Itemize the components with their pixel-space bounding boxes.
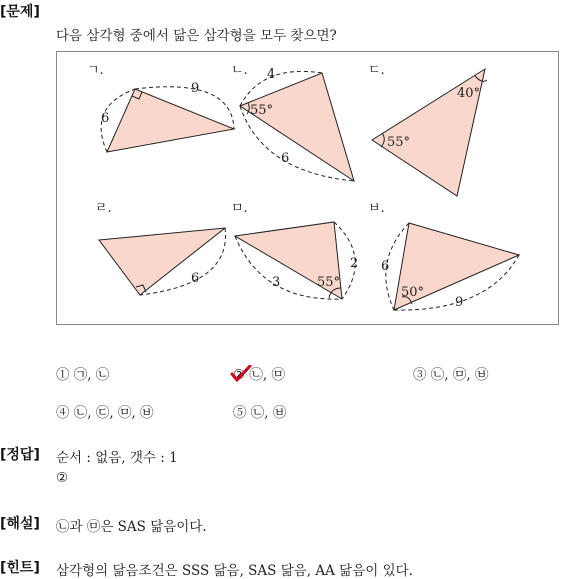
answer-line-2: ②	[56, 470, 69, 486]
tri3-angle-b: 55°	[387, 135, 411, 150]
choice-5-number: ⑤	[233, 405, 247, 421]
figure-box	[56, 51, 559, 325]
explanation-tag: [해설]	[0, 516, 40, 532]
triangle-4	[99, 228, 225, 295]
tri6-side-a: 6	[381, 259, 390, 274]
tri2-side-a: 4	[267, 67, 276, 82]
tri1-label: ㄱ.	[87, 63, 104, 78]
hint-tag: [힌트]	[0, 560, 40, 576]
choice-2-number-wrap	[233, 367, 245, 383]
tri5-side-b: 3	[272, 275, 281, 290]
hint-text: 삼각형의 닮음조건은 SSS 닮음, SAS 닮음, AA 닮음이 있다.	[56, 563, 413, 579]
problem-tag: [문제]	[0, 4, 40, 20]
tri5-side-a: 2	[350, 256, 359, 271]
choice-4-number: ④	[56, 405, 70, 421]
tri2-angle: 55°	[250, 103, 274, 118]
tri1-side-a: 6	[101, 111, 110, 126]
choice-1[interactable]	[56, 363, 109, 383]
choice-1-text: ㉠, ㉡	[73, 367, 110, 383]
choice-2[interactable]	[233, 363, 285, 383]
answer-line-1: 순서 : 없음, 갯수 : 1	[56, 450, 178, 466]
choice-2-text: ㉡, ㉤	[249, 367, 285, 383]
answer-tag: [정답]	[0, 447, 40, 463]
tri6-side-b: 9	[455, 295, 464, 310]
tri1-side-b: 9	[191, 81, 200, 96]
tri2-label: ㄴ.	[231, 63, 248, 78]
triangles-figure	[57, 52, 560, 326]
triangle-1	[107, 89, 234, 152]
tri5-angle: 55°	[317, 275, 341, 290]
choice-1-number: ①	[56, 367, 70, 383]
choice-2-number: ②	[233, 367, 246, 383]
tri3-label: ㄷ.	[368, 63, 385, 78]
question-text: 다음 삼각형 중에서 닮은 삼각형을 모두 찾으면?	[56, 28, 337, 44]
tri6-angle: 50°	[401, 285, 425, 300]
checkmark-icon	[230, 365, 252, 383]
tri4-label: ㄹ.	[95, 201, 112, 216]
triangle-2	[240, 73, 354, 181]
choice-5-text: ㉡, ㉥	[250, 405, 287, 421]
tri6-label: ㅂ.	[368, 201, 385, 216]
tri3-angle-a: 40°	[457, 86, 481, 101]
choice-3-number: ③	[413, 367, 427, 383]
choice-5[interactable]	[233, 401, 286, 421]
tri4-side-a: 6	[191, 271, 200, 286]
choice-3-text: ㉡, ㉤, ㉥	[430, 367, 489, 383]
tri2-side-b: 6	[281, 151, 290, 166]
choice-4-text: ㉡, ㉢, ㉤, ㉥	[73, 405, 154, 421]
explanation-text: ㉡과 ㉤은 SAS 닮음이다.	[56, 519, 207, 535]
choice-3[interactable]	[413, 363, 488, 383]
choice-4[interactable]	[56, 401, 154, 421]
tri5-label: ㅁ.	[231, 201, 248, 216]
